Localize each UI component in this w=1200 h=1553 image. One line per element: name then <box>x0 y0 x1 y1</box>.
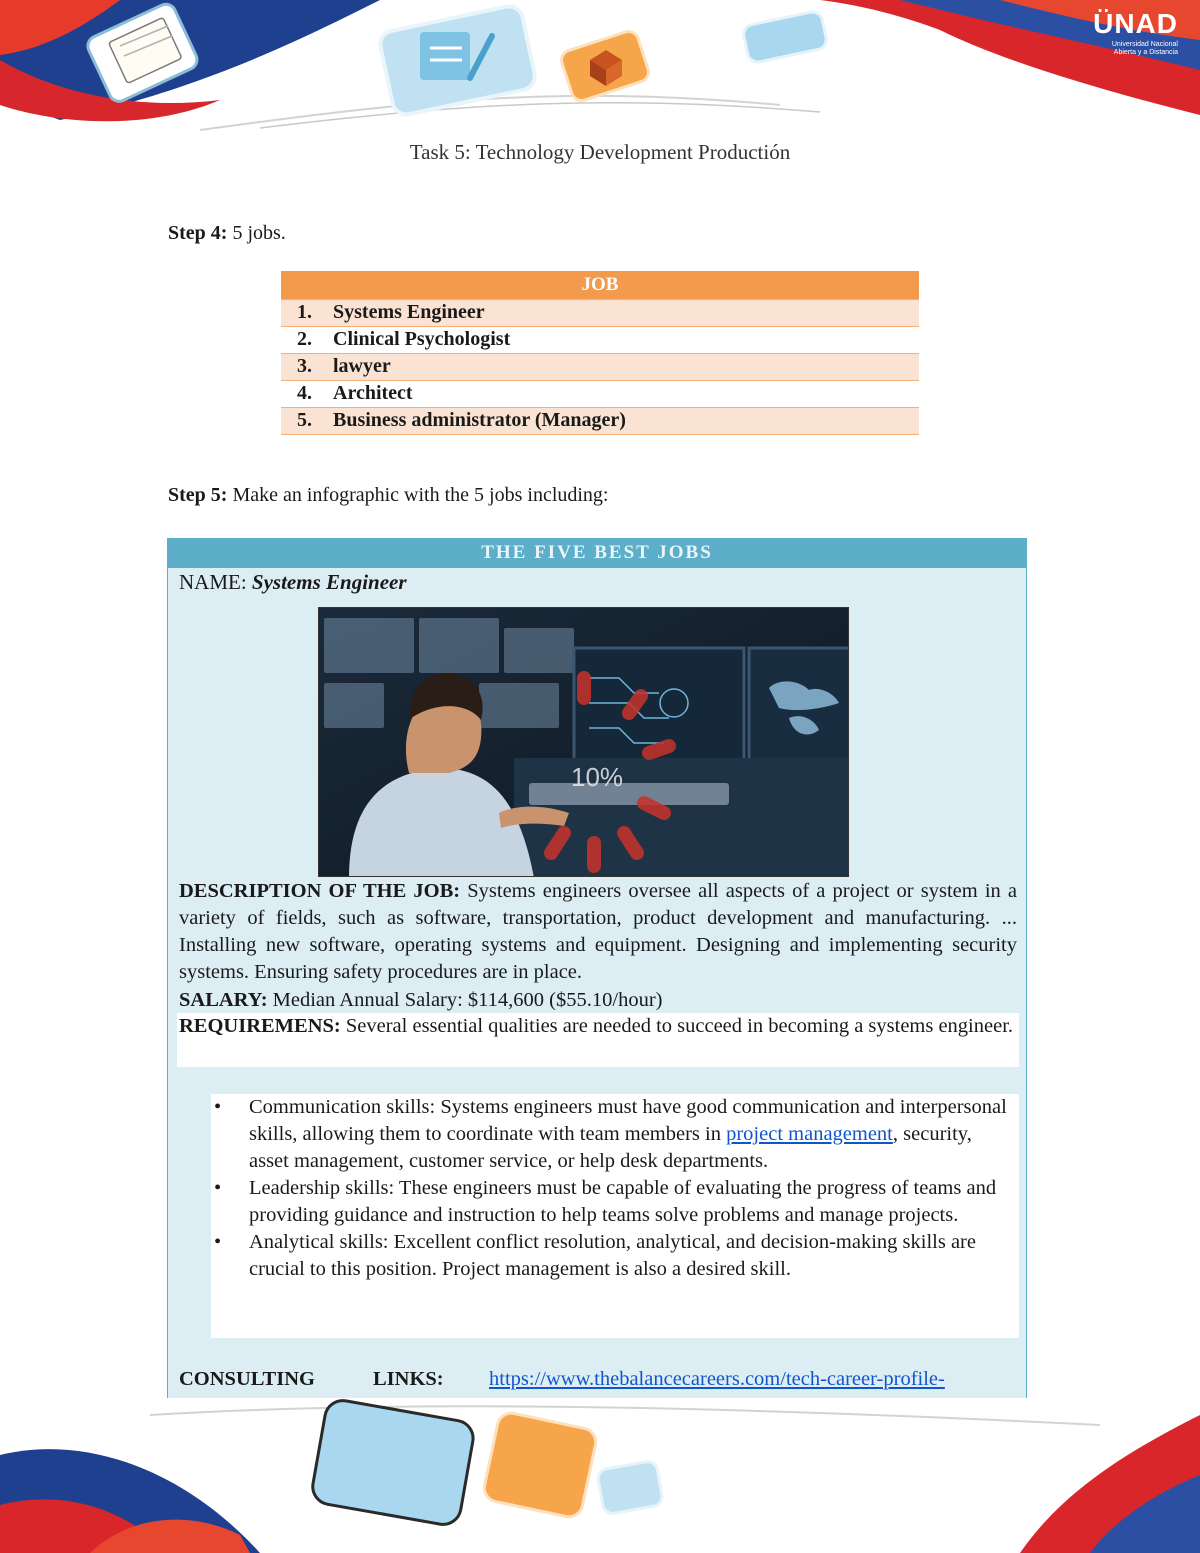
job-salary <box>179 987 1017 1014</box>
job-name-line <box>179 570 407 595</box>
job-number: 2. <box>297 328 312 350</box>
table-row <box>281 299 919 326</box>
list-item: • Analytical skills: Excellent conflict resolution, analytical, and decision-making skills are crucial to this position. Project management is also a desired skill. <box>214 1231 976 1280</box>
description-label: DESCRIPTION OF THE JOB: <box>179 880 461 902</box>
step-4 <box>168 222 286 245</box>
job-requirements <box>177 1013 1019 1067</box>
job-name: Systems Engineer <box>333 301 485 323</box>
footer-decoration <box>0 1395 1200 1553</box>
step-5 <box>168 484 609 507</box>
name-value: Systems Engineer <box>251 570 407 594</box>
job-number: 1. <box>297 301 312 323</box>
consulting-label: CONSULTING <box>179 1368 315 1390</box>
task-title: Task 5: Technology Development Productión <box>409 140 791 164</box>
jobs-table <box>281 271 919 435</box>
requirements-text: Several essential qualities are needed to succeed in becoming a systems engineer. <box>345 1015 1014 1037</box>
bullet: • <box>214 1177 222 1199</box>
step-5-label: Step 5: <box>168 484 228 506</box>
list-item: • Leadership skills: These engineers must be capable of evaluating the progress of teams and providing guidance and instruction to help teams solve problems and manage projects. <box>214 1177 997 1226</box>
job-description <box>179 878 1017 986</box>
jobs-table-header: JOB <box>281 271 919 299</box>
consulting-url-link[interactable]: https://www.thebalancecareers.com/tech-career-profile- <box>489 1368 945 1390</box>
table-row <box>281 326 919 353</box>
header-decoration <box>0 0 1200 135</box>
job-number: 3. <box>297 355 312 377</box>
photo-overlay-text: 10% <box>571 762 624 792</box>
list-item: • Communication skills: Systems engineers must have good communication and interpersonal skills, allowing them to coordinate with team members in project management, security, asset management, customer service, or help desk departments. <box>214 1096 1007 1172</box>
salary-text: Median Annual Salary: $114,600 ($55.10/hour) <box>272 989 663 1011</box>
unad-logo: ÜNAD Universidad Nacional Abierta y a Distancia <box>1093 8 1178 56</box>
job-number: 5. <box>297 409 312 431</box>
name-label: NAME: <box>179 570 247 594</box>
job-name: Business administrator (Manager) <box>333 409 626 431</box>
job-number: 4. <box>297 382 312 404</box>
infographic <box>167 538 1027 1398</box>
links-label: LINKS: <box>373 1368 444 1390</box>
systems-engineer-photo <box>318 607 849 877</box>
description-text: Systems engineers oversee all aspects of a project or system in a variety of fields, such as software, transportation, product development and manufacturing. ... Installing new software, operating systems and equipment. Designing and implementing security systems. Ensuring safety procedures are in place. <box>179 880 1018 983</box>
step-4-label: Step 4: <box>168 222 228 244</box>
requirements-label: REQUIREMENS: <box>179 1015 341 1037</box>
step-4-text: 5 jobs. <box>232 222 286 244</box>
bullet: • <box>214 1231 222 1253</box>
table-row <box>281 380 919 407</box>
step-5-text: Make an infographic with the 5 jobs including: <box>232 484 609 506</box>
infographic-title: THE FIVE BEST JOBS <box>168 538 1026 568</box>
job-name: Architect <box>333 382 413 404</box>
table-row <box>281 353 919 380</box>
project-management-link[interactable]: project management <box>726 1123 893 1145</box>
bullet: • <box>214 1096 222 1118</box>
job-name: Clinical Psychologist <box>333 328 511 350</box>
job-name: lawyer <box>333 355 391 377</box>
salary-label: SALARY: <box>179 989 268 1011</box>
table-row <box>281 407 919 434</box>
skills-list <box>211 1094 1019 1338</box>
